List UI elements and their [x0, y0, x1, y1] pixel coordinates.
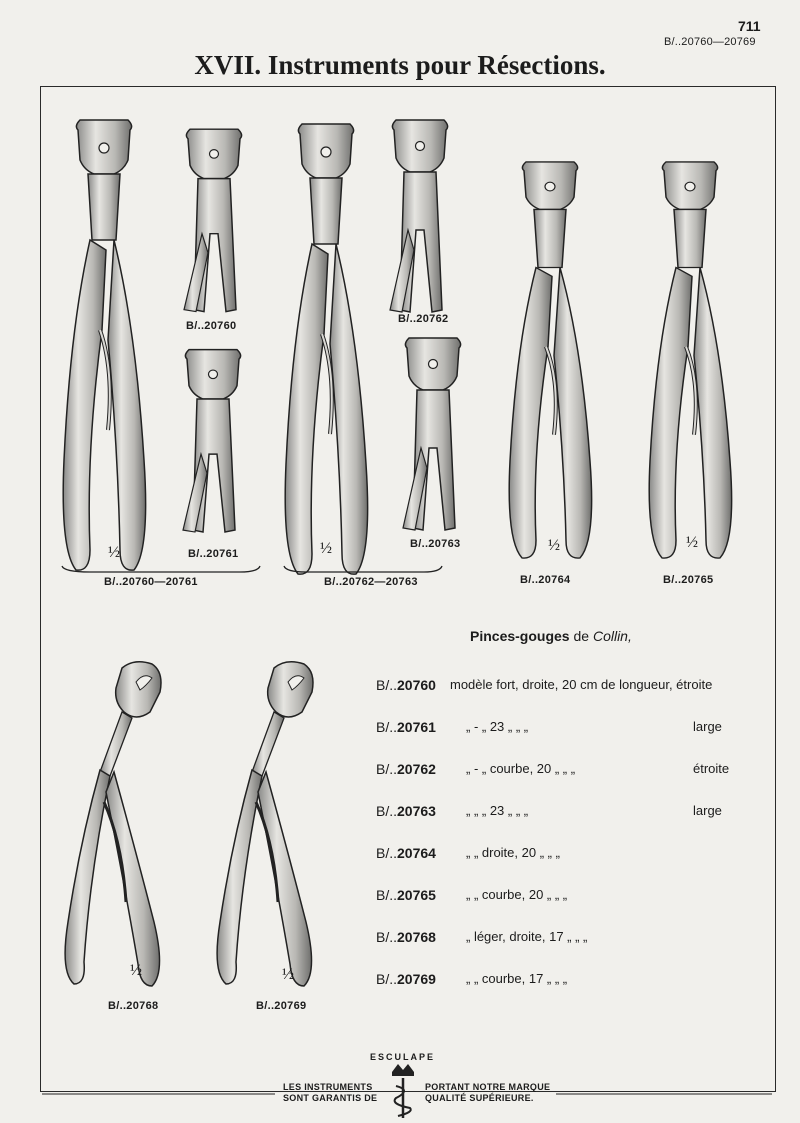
scale-mark: ½ — [282, 966, 294, 983]
group-label: B/..20760—20761 — [104, 576, 198, 588]
guarantee-line: LES INSTRUMENTS — [283, 1082, 373, 1092]
scale-mark: ½ — [108, 544, 120, 561]
section-heading-name: Collin, — [592, 628, 632, 644]
item-description: „ - „ 23 „ „ „ — [466, 719, 529, 734]
spec-row — [376, 971, 756, 991]
figure-label: B/..20768 — [108, 1000, 159, 1012]
spec-row — [376, 845, 756, 865]
plier-figure-20764 — [509, 162, 591, 558]
item-width: large — [693, 803, 722, 818]
spec-row — [376, 887, 756, 907]
plier-figure-20769 — [217, 662, 313, 986]
spec-row — [376, 761, 756, 781]
guarantee-text-right — [425, 1082, 550, 1104]
scale-mark: ½ — [320, 540, 332, 557]
item-code: B/..20760 — [376, 677, 436, 693]
plier-figure-20762 — [390, 120, 448, 312]
page-range: B/..20760—20769 — [664, 36, 756, 48]
group-label: B/..20762—20763 — [324, 576, 418, 588]
item-width: large — [693, 719, 722, 734]
page-number: 711 — [738, 18, 761, 34]
figure-label: B/..20769 — [256, 1000, 307, 1012]
plier-figure-20760 — [184, 129, 242, 311]
esculap-logo-icon — [392, 1064, 414, 1118]
spec-row — [376, 803, 756, 823]
section-heading-de: de — [573, 628, 590, 644]
figure-label: B/..20761 — [188, 548, 239, 560]
item-description: „ „ courbe, 20 „ „ „ — [466, 887, 568, 902]
item-code: B/..20763 — [376, 803, 436, 819]
item-description: „ léger, droite, 17 „ „ „ — [466, 929, 588, 944]
scale-mark: ½ — [548, 537, 560, 554]
item-description: „ „ droite, 20 „ „ „ — [466, 845, 560, 860]
item-description: „ „ courbe, 17 „ „ „ — [466, 971, 568, 986]
spec-row — [376, 719, 756, 739]
scale-mark: ½ — [686, 534, 698, 551]
item-code: B/..20768 — [376, 929, 436, 945]
figure-label: B/..20765 — [663, 574, 714, 586]
guarantee-line: PORTANT NOTRE MARQUE — [425, 1082, 551, 1092]
group-bracket-a — [62, 566, 260, 572]
section-heading-title: Pinces-gouges — [470, 628, 570, 644]
plier-figure-20768 — [65, 662, 161, 986]
figure-label: B/..20763 — [410, 538, 461, 550]
figure-label: B/..20760 — [186, 320, 237, 332]
item-description: „ „ „ 23 „ „ „ — [466, 803, 529, 818]
plier-figure-20763 — [403, 338, 461, 530]
page-title: XVII. Instruments pour Résections. — [194, 50, 606, 80]
figure-label: B/..20764 — [520, 574, 571, 586]
plier-figure-20760-20761 — [63, 120, 145, 570]
item-description: „ - „ courbe, 20 „ „ „ — [466, 761, 576, 776]
guarantee-line: QUALITÉ SUPÉRIEURE. — [425, 1093, 534, 1103]
scale-mark: ½ — [130, 962, 142, 979]
item-width: étroite — [693, 761, 730, 776]
guarantee-text-left — [283, 1082, 377, 1104]
section-heading — [470, 628, 632, 644]
item-code: B/..20769 — [376, 971, 436, 987]
figure-label: B/..20762 — [398, 313, 449, 325]
spec-row — [376, 677, 756, 697]
spec-row — [376, 929, 756, 949]
item-code: B/..20762 — [376, 761, 436, 777]
guarantee-line: SONT GARANTIS DE — [283, 1093, 378, 1103]
item-code: B/..20765 — [376, 887, 436, 903]
plier-figure-20762-20763 — [285, 124, 367, 574]
item-description: modèle fort, droite, 20 cm de longueur, étroite — [450, 677, 713, 692]
item-code: B/..20764 — [376, 845, 436, 861]
plier-figure-20761 — [183, 350, 241, 532]
item-code: B/..20761 — [376, 719, 436, 735]
plier-figure-20765 — [649, 162, 731, 558]
logo-text: ESCULAPE — [370, 1052, 436, 1062]
